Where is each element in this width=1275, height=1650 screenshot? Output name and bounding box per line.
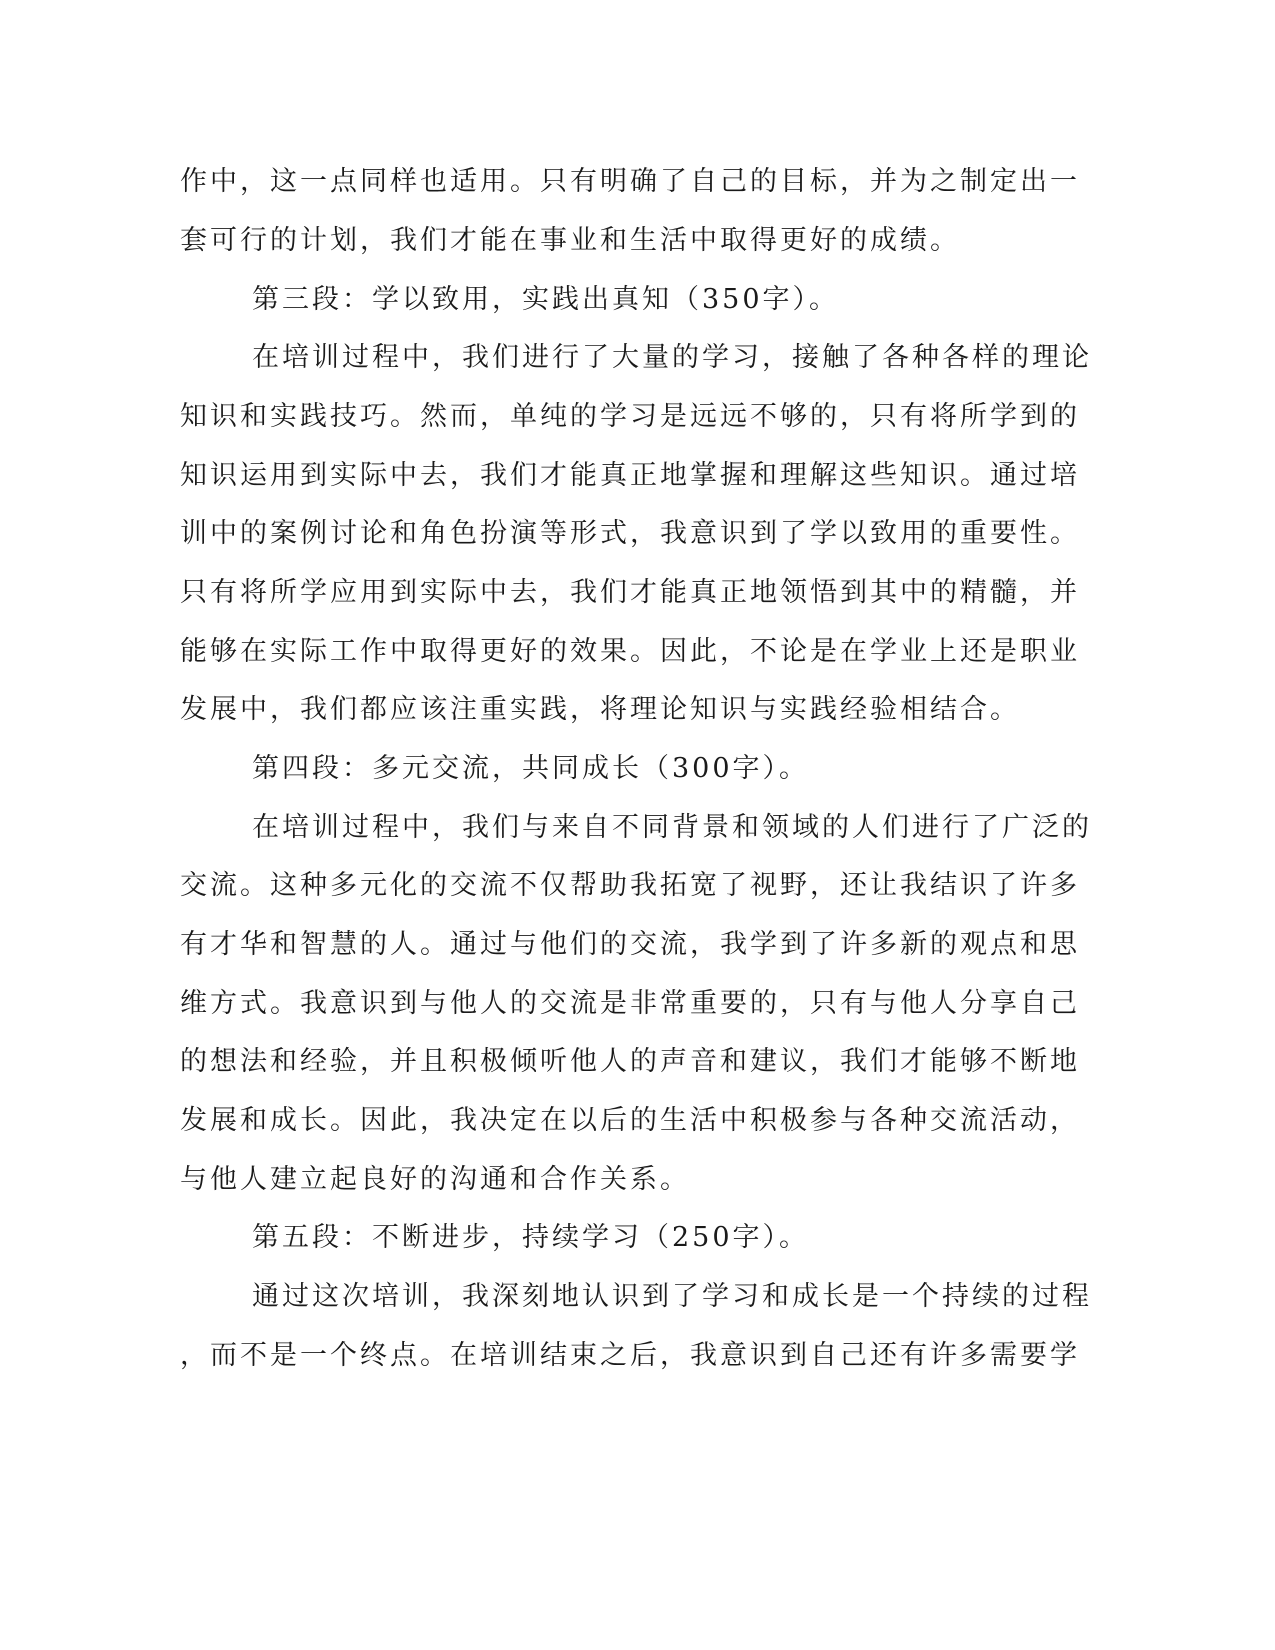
text-line: 发展中，我们都应该注重实践，将理论知识与实践经验相结合。 (180, 694, 1020, 725)
text-line: ，而不是一个终点。在培训结束之后，我意识到自己还有许多需要学 (180, 1340, 1080, 1371)
text-line: 发展和成长。因此，我决定在以后的生活中积极参与各种交流活动， (180, 1105, 1080, 1136)
text-line: 的想法和经验，并且积极倾听他人的声音和建议，我们才能够不断地 (180, 1046, 1080, 1077)
text-line: 有才华和智慧的人。通过与他们的交流，我学到了许多新的观点和思 (180, 929, 1080, 960)
paragraph-first-line: 通过这次培训，我深刻地认识到了学习和成长是一个持续的过程 (252, 1281, 1092, 1312)
text-line: 能够在实际工作中取得更好的效果。因此，不论是在学业上还是职业 (180, 636, 1080, 667)
text-line: 维方式。我意识到与他人的交流是非常重要的，只有与他人分享自己 (180, 988, 1080, 1019)
section-heading: 第三段：学以致用，实践出真知（350字）。 (252, 284, 840, 315)
paragraph-first-line: 在培训过程中，我们与来自不同背景和领域的人们进行了广泛的 (252, 812, 1092, 843)
text-line: 套可行的计划，我们才能在事业和生活中取得更好的成绩。 (180, 225, 960, 256)
text-line: 作中，这一点同样也适用。只有明确了自己的目标，并为之制定出一 (180, 166, 1080, 197)
section-heading: 第五段：不断进步，持续学习（250字）。 (252, 1222, 810, 1253)
text-line: 交流。这种多元化的交流不仅帮助我拓宽了视野，还让我结识了许多 (180, 870, 1080, 901)
section-heading: 第四段：多元交流，共同成长（300字）。 (252, 753, 810, 784)
text-line: 与他人建立起良好的沟通和合作关系。 (180, 1164, 690, 1195)
text-line: 知识运用到实际中去，我们才能真正地掌握和理解这些知识。通过培 (180, 460, 1080, 491)
text-line: 知识和实践技巧。然而，单纯的学习是远远不够的，只有将所学到的 (180, 401, 1080, 432)
text-line: 训中的案例讨论和角色扮演等形式，我意识到了学以致用的重要性。 (180, 518, 1080, 549)
paragraph-first-line: 在培训过程中，我们进行了大量的学习，接触了各种各样的理论 (252, 342, 1092, 373)
text-line: 只有将所学应用到实际中去，我们才能真正地领悟到其中的精髓，并 (180, 577, 1080, 608)
